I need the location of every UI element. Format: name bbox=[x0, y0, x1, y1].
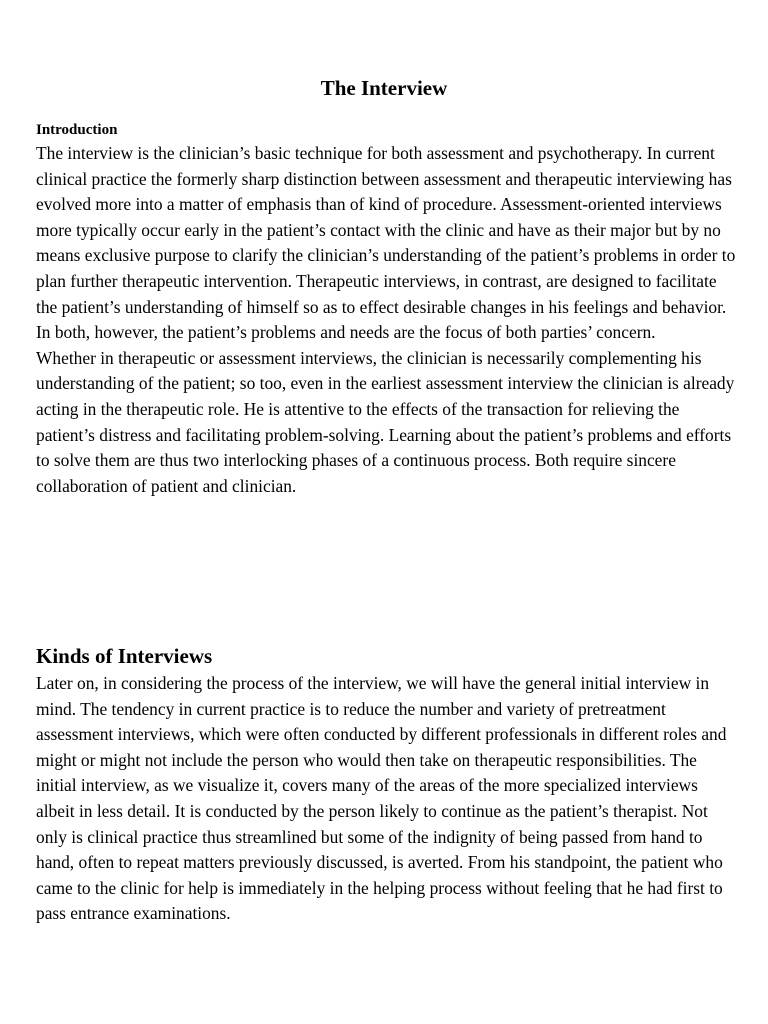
kinds-of-interviews-paragraph: Later on, in considering the process of the interview, we will have the general initial interview in mind. The tendency in current practice is to reduce the number and variety of pretreatment assessment interviews, which were often conducted by different professionals in different roles and might or might not include the person who would then take on therapeutic responsibilities. The initial interview, as we visualize it, covers many of the areas of the more specialized interviews albeit in less detail. It is conducted by the person likely to continue as the patient’s therapist. Not only is clinical practice thus streamlined but some of the indignity of being passed from hand to hand, often to repeat matters previously discussed, is averted. From his standpoint, the patient who came to the clinic for help is immediately in the helping process without feeling that he had first to pass entrance examinations. bbox=[36, 673, 727, 924]
document-title: The Interview bbox=[320, 76, 448, 100]
introduction-paragraph-1: The interview is the clinician’s basic technique for both assessment and psychotherapy. In current clinical practice the formerly sharp distinction between assessment and therapeutic interviewing has evolved more into a matter of emphasis than of kind of procedure. Assessment-oriented interviews more typically occur early in the patient’s contact with the clinic and have as their major but by no means exclusive purpose to clarify the clinician’s understanding of the patient’s problems in order to plan further therapeutic intervention. Therapeutic interviews, in contrast, are designed to facilitate the patient’s understanding of himself so as to effect desirable changes in his feelings and behavior. In both, however, the patient’s problems and needs are the focus of both parties’ concern. bbox=[36, 143, 736, 343]
kinds-of-interviews-section bbox=[36, 641, 736, 927]
kinds-of-interviews-heading: Kinds of Interviews bbox=[36, 644, 213, 668]
introduction-section bbox=[36, 119, 736, 499]
introduction-heading: Introduction bbox=[36, 122, 118, 138]
introduction-paragraph-2: Whether in therapeutic or assessment interviews, the clinician is necessarily complementing his understanding of the patient; so too, even in the earliest assessment interview the clinician is already acting in the therapeutic role. He is attentive to the effects of the transaction for relieving the patient’s distress and facilitating problem-solving. Learning about the patient’s problems and efforts to solve them are thus two interlocking phases of a continuous process. Both require sincere collaboration of patient and clinician. bbox=[36, 347, 735, 496]
